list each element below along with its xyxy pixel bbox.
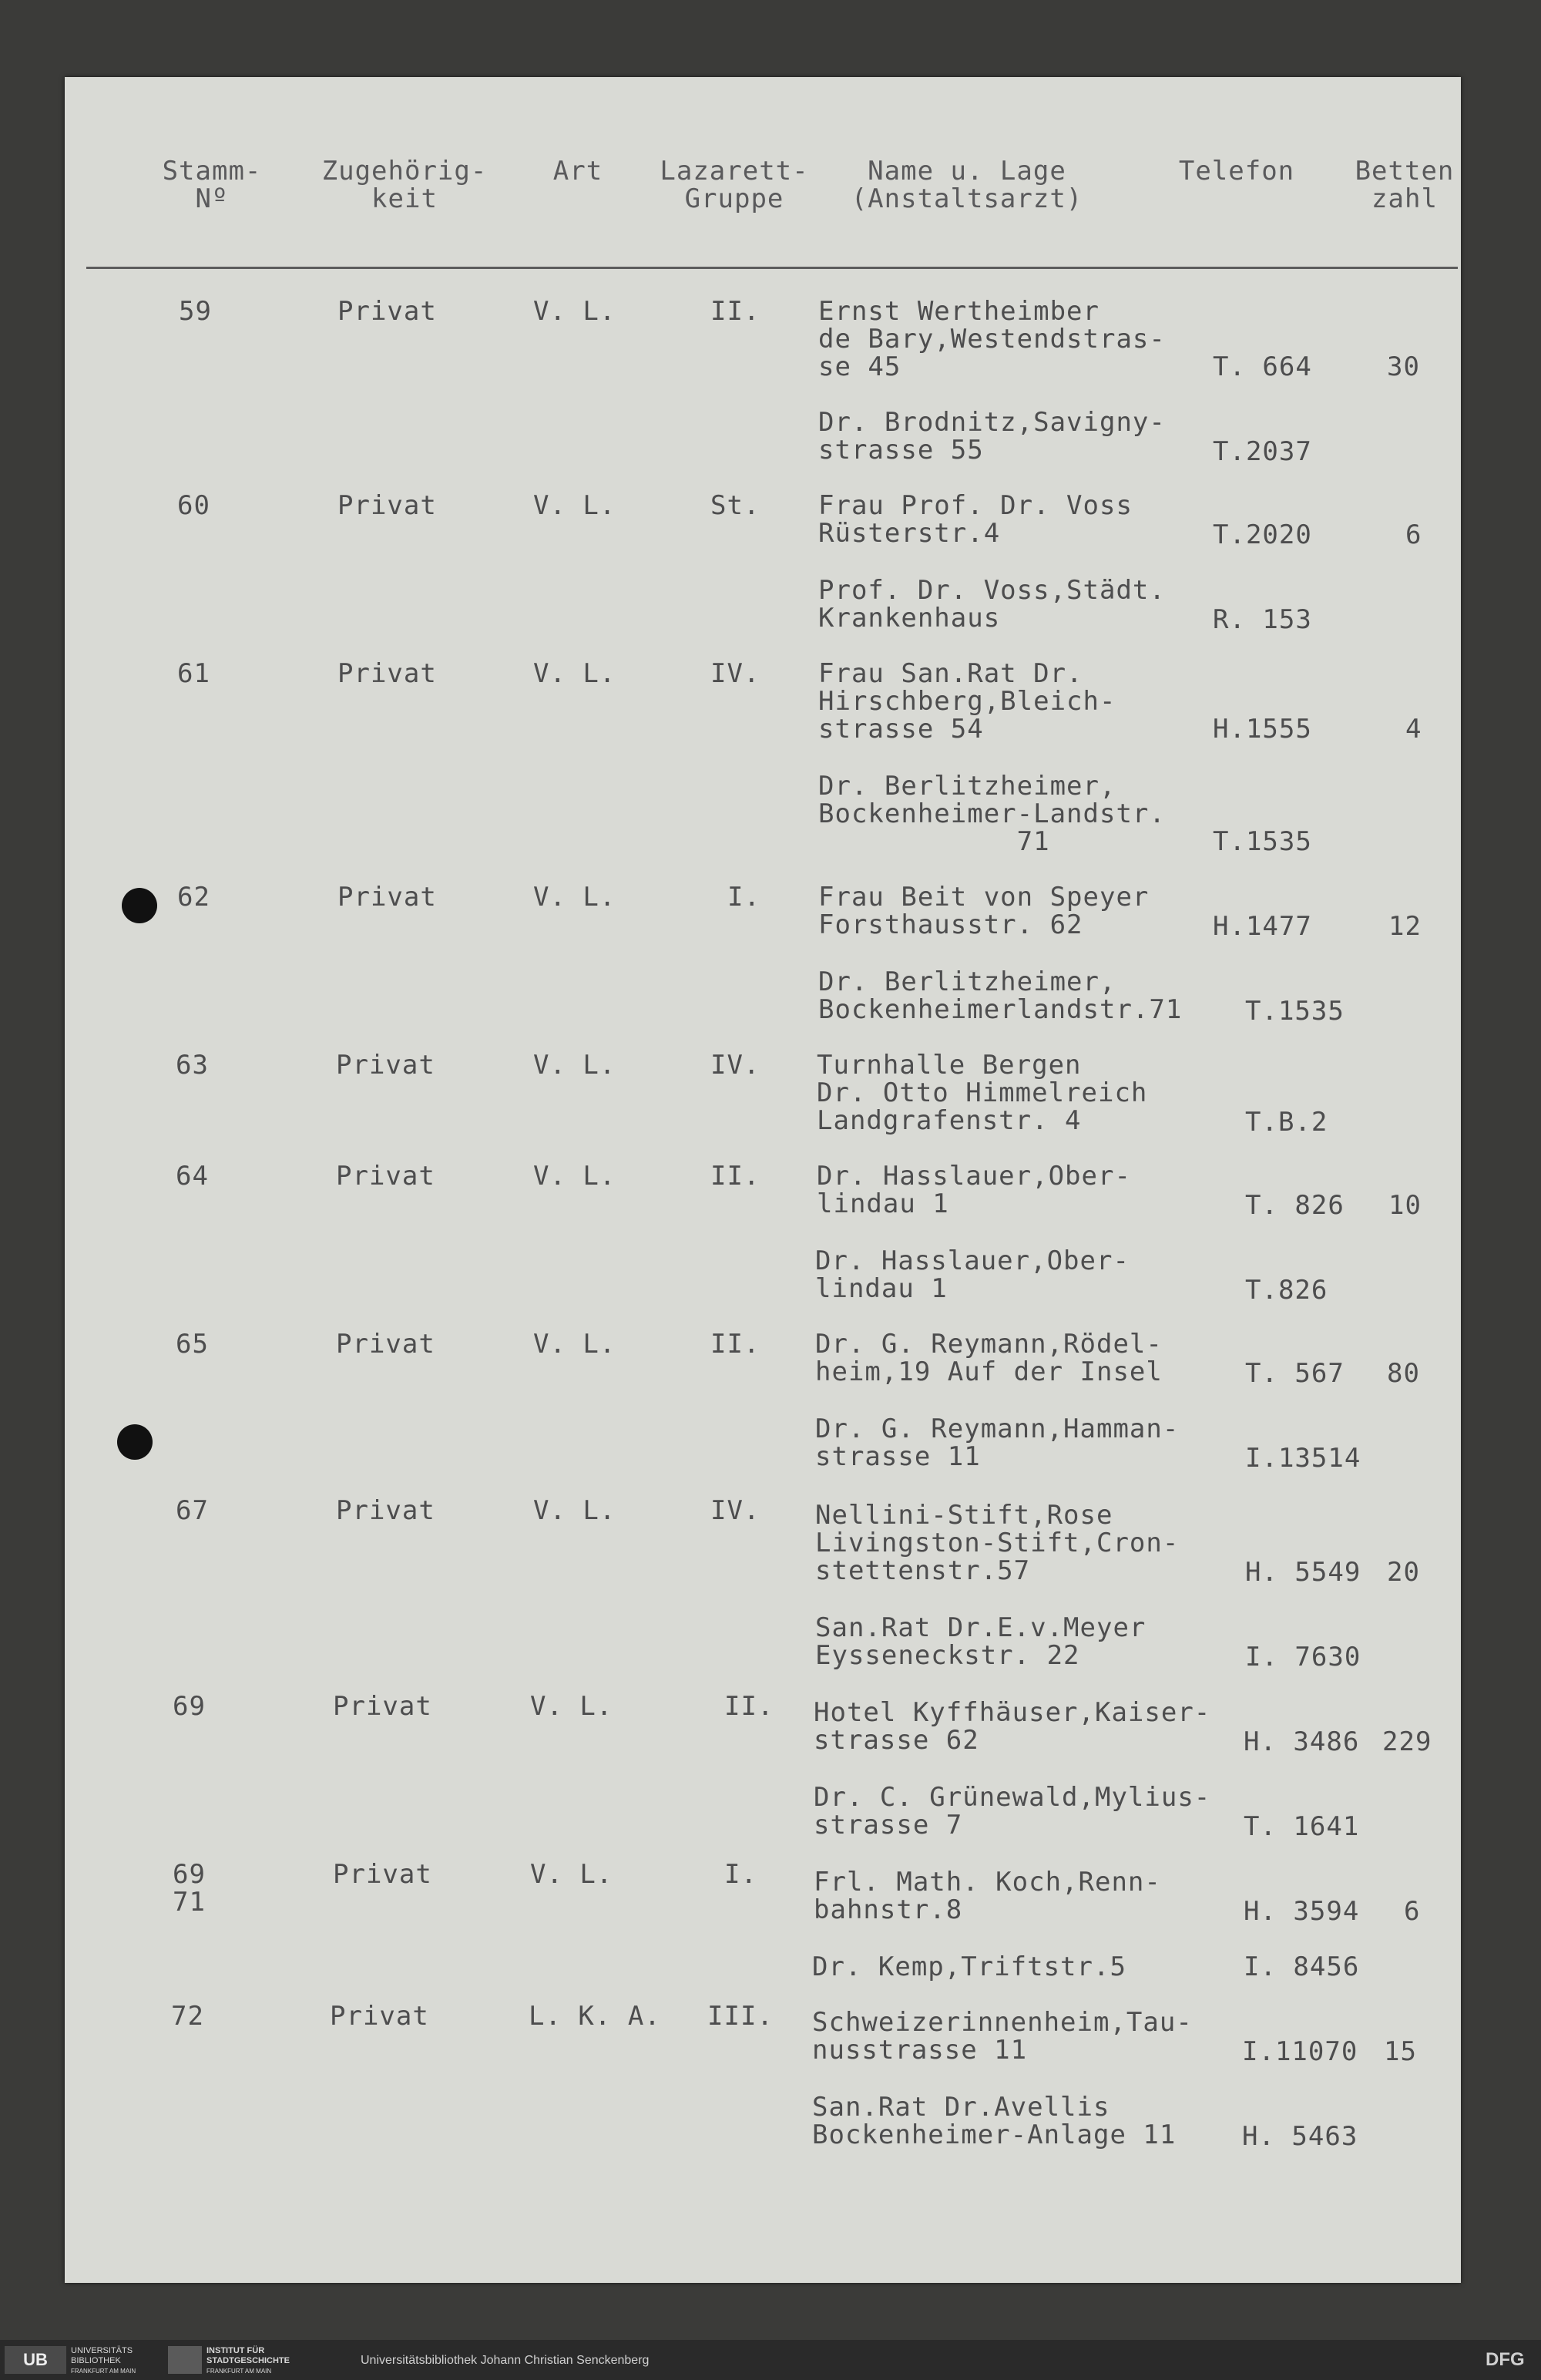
betten: 80 xyxy=(1387,1358,1420,1389)
zugehoerigkeit: Privat xyxy=(337,882,437,913)
stamm-nr: 61 xyxy=(177,658,210,689)
name-lage: Dr. Berlitzheimer, Bockenheimer-Landstr. 71 xyxy=(818,771,1166,857)
stamm-nr: 64 xyxy=(176,1161,209,1192)
telefon: T. 567 xyxy=(1245,1358,1345,1389)
gruppe: II. xyxy=(710,1329,760,1360)
gruppe: II. xyxy=(724,1691,774,1722)
stamm-nr: 65 xyxy=(176,1329,209,1360)
header-rule xyxy=(86,267,1458,269)
telefon: T.2037 xyxy=(1213,436,1312,467)
header-name: Name u. Lage (Anstaltsarzt) xyxy=(851,156,1083,214)
name-lage: Dr. Kemp,Triftstr.5 xyxy=(812,1951,1126,1982)
gruppe: II. xyxy=(710,1161,760,1192)
art: V. L. xyxy=(530,1859,613,1890)
header-zugehoerigkeit: Zugehörig- keit xyxy=(321,156,488,214)
name-lage: Schweizerinnenheim,Tau- nusstrasse 11 xyxy=(812,2007,1193,2066)
betten: 30 xyxy=(1387,351,1420,382)
zugehoerigkeit: Privat xyxy=(333,1691,432,1722)
gruppe: III. xyxy=(707,2001,774,2032)
betten: 15 xyxy=(1384,2036,1417,2067)
telefon: T.1535 xyxy=(1213,826,1312,857)
art: V. L. xyxy=(533,1495,616,1526)
zugehoerigkeit: Privat xyxy=(336,1050,435,1081)
dfg-logo: DFG xyxy=(1486,2349,1525,2370)
betten: 6 xyxy=(1404,1896,1421,1927)
zugehoerigkeit: Privat xyxy=(336,1329,435,1360)
punch-hole-top xyxy=(122,888,157,923)
name-lage: Hotel Kyffhäuser,Kaiser- strasse 62 xyxy=(814,1697,1211,1756)
telefon: T.826 xyxy=(1245,1275,1328,1306)
telefon: R. 153 xyxy=(1213,604,1312,635)
footer-credit: Universitätsbibliothek Johann Christian Senckenberg xyxy=(361,2354,650,2367)
name-lage: Frau Beit von Speyer Forsthausstr. 62 xyxy=(818,882,1150,940)
ifs-logo xyxy=(168,2346,202,2374)
name-lage: Dr. Berlitzheimer, Bockenheimerlandstr.71 xyxy=(818,966,1183,1025)
ifs-city: FRANKFURT AM MAIN xyxy=(206,2368,272,2375)
telefon: T. 664 xyxy=(1213,351,1312,382)
art: V. L. xyxy=(533,658,616,689)
stamm-nr: 69 xyxy=(173,1691,206,1722)
stamm-nr: 72 xyxy=(171,2001,204,2032)
art: V. L. xyxy=(533,296,616,327)
zugehoerigkeit: Privat xyxy=(337,658,437,689)
gruppe: I. xyxy=(727,882,760,913)
telefon: T.1535 xyxy=(1245,996,1345,1027)
telefon: H. 5463 xyxy=(1242,2121,1358,2152)
name-lage: Prof. Dr. Voss,Städt. Krankenhaus xyxy=(818,575,1166,634)
art: V. L. xyxy=(533,1161,616,1192)
gruppe: I. xyxy=(724,1859,757,1890)
name-lage: Nellini-Stift,Rose Livingston-Stift,Cron- stettenstr.57 xyxy=(815,1500,1180,1586)
gruppe: II. xyxy=(710,296,760,327)
name-lage: Frau Prof. Dr. Voss Rüsterstr.4 xyxy=(818,490,1133,549)
telefon: T.2020 xyxy=(1213,519,1312,550)
art: V. L. xyxy=(530,1691,613,1722)
betten: 229 xyxy=(1382,1726,1432,1757)
zugehoerigkeit: Privat xyxy=(336,1495,435,1526)
telefon: T. 826 xyxy=(1245,1190,1345,1221)
art: V. L. xyxy=(533,490,616,521)
telefon: I. 7630 xyxy=(1245,1642,1361,1672)
telefon: H. 3486 xyxy=(1244,1726,1360,1757)
name-lage: Frl. Math. Koch,Renn- bahnstr.8 xyxy=(814,1867,1161,1925)
telefon: I.11070 xyxy=(1242,2036,1358,2067)
stamm-nr: 63 xyxy=(176,1050,209,1081)
betten: 12 xyxy=(1388,911,1422,942)
ub-name: UNIVERSITÄTS BIBLIOTHEK xyxy=(71,2346,133,2365)
ifs-name: INSTITUT FÜR STADTGESCHICHTE xyxy=(206,2346,290,2365)
art: V. L. xyxy=(533,1329,616,1360)
betten: 4 xyxy=(1405,714,1422,745)
telefon: T. 1641 xyxy=(1244,1811,1360,1842)
telefon: T.B.2 xyxy=(1245,1107,1328,1138)
name-lage: San.Rat Dr.Avellis Bockenheimer-Anlage 11 xyxy=(812,2092,1177,2150)
header-betten: Betten zahl xyxy=(1355,156,1455,214)
stamm-nr: 67 xyxy=(176,1495,209,1526)
name-lage: San.Rat Dr.E.v.Meyer Eysseneckstr. 22 xyxy=(815,1612,1147,1671)
betten: 20 xyxy=(1387,1557,1420,1588)
name-lage: Ernst Wertheimber de Bary,Westendstras- se 45 xyxy=(818,296,1166,382)
gruppe: IV. xyxy=(710,658,760,689)
telefon: I. 8456 xyxy=(1244,1951,1360,1982)
stamm-nr: 60 xyxy=(177,490,210,521)
name-lage: Turnhalle Bergen Dr. Otto Himmelreich Landgrafenstr. 4 xyxy=(817,1050,1148,1136)
name-lage: Dr. G. Reymann,Hamman- strasse 11 xyxy=(815,1414,1180,1472)
gruppe: IV. xyxy=(710,1050,760,1081)
telefon: I.13514 xyxy=(1245,1443,1361,1474)
zugehoerigkeit: Privat xyxy=(330,2001,429,2032)
name-lage: Dr. Hasslauer,Ober- lindau 1 xyxy=(815,1245,1130,1304)
header-gruppe: Lazarett- Gruppe xyxy=(660,156,809,214)
art: V. L. xyxy=(533,1050,616,1081)
gruppe: St. xyxy=(710,490,760,521)
name-lage: Frau San.Rat Dr. Hirschberg,Bleich- strasse 54 xyxy=(818,658,1116,745)
gruppe: IV. xyxy=(710,1495,760,1526)
name-lage: Dr. Brodnitz,Savigny- strasse 55 xyxy=(818,407,1166,466)
art: L. K. A. xyxy=(529,2001,661,2032)
zugehoerigkeit: Privat xyxy=(337,490,437,521)
telefon: H.1555 xyxy=(1213,714,1312,745)
name-lage: Dr. C. Grünewald,Mylius- strasse 7 xyxy=(814,1782,1211,1840)
stamm-nr: 69 71 xyxy=(173,1859,206,1918)
ub-logo: UB xyxy=(5,2346,66,2374)
ub-city: FRANKFURT AM MAIN xyxy=(71,2368,136,2375)
stamm-nr: 59 xyxy=(179,296,212,327)
stamm-nr: 62 xyxy=(177,882,210,913)
telefon: H. 3594 xyxy=(1244,1896,1360,1927)
header-art: Art xyxy=(552,156,603,187)
header-telefon: Telefon xyxy=(1178,156,1295,187)
header-stamm: Stamm- Nº xyxy=(162,156,262,214)
zugehoerigkeit: Privat xyxy=(333,1859,432,1890)
zugehoerigkeit: Privat xyxy=(337,296,437,327)
zugehoerigkeit: Privat xyxy=(336,1161,435,1192)
name-lage: Dr. Hasslauer,Ober- lindau 1 xyxy=(817,1161,1131,1219)
telefon: H.1477 xyxy=(1213,911,1312,942)
punch-hole-bottom xyxy=(117,1424,153,1460)
betten: 6 xyxy=(1405,519,1422,550)
betten: 10 xyxy=(1388,1190,1422,1221)
name-lage: Dr. G. Reymann,Rödel- heim,19 Auf der Insel xyxy=(815,1329,1163,1387)
art: V. L. xyxy=(533,882,616,913)
telefon: H. 5549 xyxy=(1245,1557,1361,1588)
